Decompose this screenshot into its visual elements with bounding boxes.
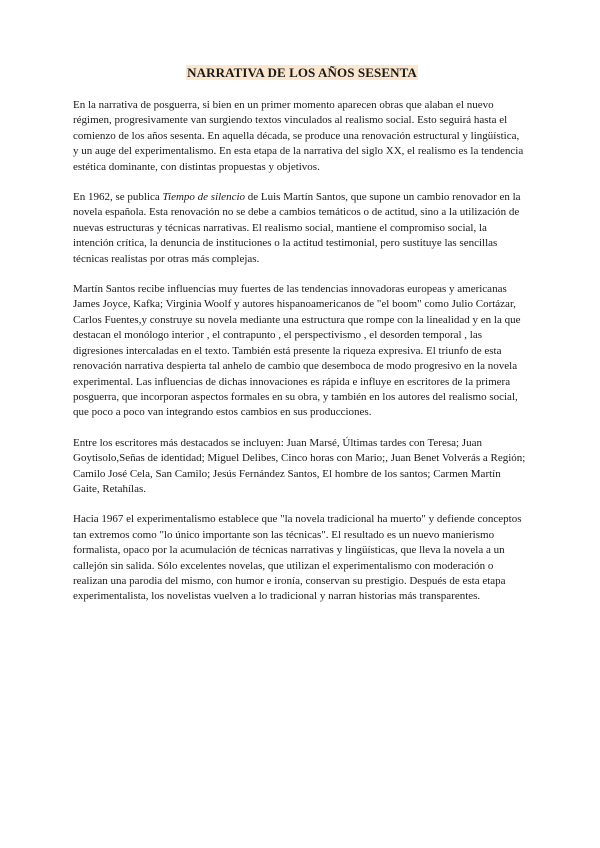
- paragraph-2: [73, 190, 527, 267]
- paragraph-1: En la narrativa de posguerra, si bien en un primer momento aparecen obras que alaban el nuevo régimen, progresivamente van surgiendo textos vinculados al realismo social. Esto seguirá hasta el comienzo de los años sesenta. En aquella década, se produce una renovación estructural y lingüística, y un auge del experimentalismo. En esta etapa de la narrativa del siglo XX, el realismo es la tendencia estética dominante, con distintas propuestas y objetivos.: [73, 99, 524, 173]
- paragraph-3: Martín Santos recibe influencias muy fuertes de las tendencias innovadoras europeas y americanas James Joyce, Kafka; Virginia Woolf y autores hispanoamericanos de "el boom" como Julio Cortázar, Carlos Fuentes,y construye su novela mediante una estructura que rompe con la linealidad y en la que destacan el monólogo interior , el contrapunto , el perspectivismo , el desorden temporal , las digresiones intercaladas en el texto. También está presente la riqueza expresiva. El triunfo de esta renovación narrativa despierta tal anhelo de cambio que desemboca de modo progresivo en la novela experimental. Las influencias de dichas innovaciones es rápida e influye en escritores de la primera posguerra, que incorporan aspectos formales en su obra, y también en los autores del realismo social, que poco a poco van integrando estos cambios en sus producciones.: [73, 283, 521, 419]
- paragraph-5: Hacia 1967 el experimentalismo establece que "la novela tradicional ha muerto" y defiende conceptos tan extremos como "lo único importante son las técnicas". El resultado es un nuevo manierismo formalista, opaco por la acumulación de técnicas narrativas y lingüísticas, que lleva la novela a un callejón sin salida. Sólo excelentes novelas, que utilizan el experimentalismo con moderación o realizan una parodia del mismo, con humor e ironía, conservan su prestigio. Después de esta etapa experimentalista, los novelistas vuelven a lo tradicional y narran historias más transparentes.: [73, 513, 522, 603]
- document-title: [73, 64, 527, 82]
- paragraph-4: Entre los escritores más destacados se incluyen: Juan Marsé, Últimas tardes con Teresa; Juan Goytisolo,Señas de identidad; Miguel Delibes, Cinco horas con Mario;, Juan Benet Volverás a Región; Camilo José Cela, San Camilo; Jesús Fernández Santos, El hombre de los santos; Carmen Martín Gaite, Retahílas.: [73, 436, 526, 495]
- paragraph-2-rest: de Luis Martín Santos, que supone un cambio renovador en la novela española. Esta renovación no se debe a cambios temáticos o de actitud, sino a la utilización de nuevas estructuras y técnicas narrativas. El realismo social, mantiene el compromiso social, la intención crítica, la denuncia de instituciones o la actitud testimonial, pero sustituye las sencillas técnicas realistas por otras más complejas.: [73, 191, 521, 265]
- document-title-text: NARRATIVA DE LOS AÑOS SESENTA: [187, 65, 417, 80]
- book-title-italic: Tiempo de silencio: [162, 191, 246, 204]
- document-page: [73, 64, 527, 620]
- paragraph-2-intro: En 1962, se publica: [73, 191, 163, 204]
